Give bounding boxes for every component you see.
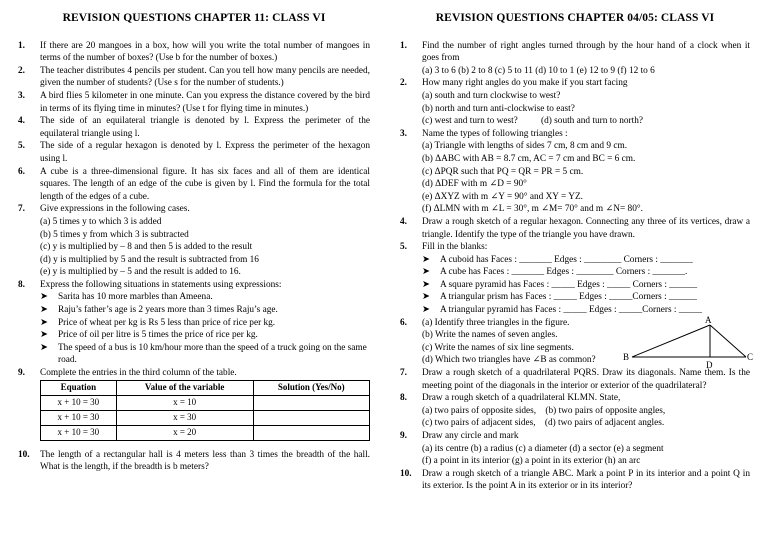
table-row — [41, 410, 370, 425]
left-question-6: 6. A cube is a three-dimensional figure. It has six faces and all of them are identical squares. The length of an edge of the cube is given by l. Find the formula for the total length of the edges of a cube. — [18, 166, 370, 202]
q8-bullet: ➤ The speed of a bus is 10 km/hour more than the speed of a truck going on the same road. — [40, 342, 367, 366]
left-question-5: 5. The side of a regular hexagon is denoted by l. Express the perimeter of the hexagon using l. — [18, 141, 370, 164]
right-question-4: 4. Draw a rough sketch of a regular hexagon. Connecting any three of its vertices, draw a triangle. Identify the type of the triangle you have drawn. — [400, 216, 750, 240]
table-cell: x + 10 = 30 — [41, 425, 117, 440]
q3-part: (a) Triangle with lengths of sides 7 cm, 8 cm and 9 cm. — [422, 141, 628, 152]
q3-part: (d) ΔDEF with m ∠D = 90° — [422, 179, 527, 190]
arrow-bullet-icon: ➤ — [40, 292, 48, 303]
arrow-bullet-icon: ➤ — [422, 305, 430, 316]
q8-bullet: ➤ Sarita has 10 more marbles than Ameena. — [40, 292, 213, 303]
equation-table — [40, 380, 370, 441]
right-question-6: 6. (a) Identify three triangles in the figure. — [400, 317, 570, 328]
table-cell — [253, 425, 369, 440]
right-question-9: 9. Draw any circle and mark — [400, 431, 519, 441]
arrow-bullet-icon: ➤ — [40, 342, 48, 353]
table-cell: x = 20 — [116, 425, 253, 440]
right-question-2: 2. How many right angles do you make if you start facing — [400, 78, 628, 89]
arrow-bullet-icon: ➤ — [422, 292, 430, 303]
q3-part: (b) ΔABC with AB = 8.7 cm, AC = 7 cm and BC = 6 cm. — [422, 153, 636, 164]
triangle-figure — [622, 315, 752, 373]
right-column — [400, 12, 754, 493]
right-question-8: 8. Draw a rough sketch of a quadrilateral KLMN. State, — [400, 393, 621, 404]
arrow-bullet-icon: ➤ — [40, 305, 48, 316]
arrow-bullet-icon: ➤ — [422, 254, 430, 265]
q8-bullet: ➤ Price of oil per litre is 5 times the price of rice per kg. — [40, 330, 258, 341]
q2-part: (b) north and turn anti-clockwise to east? — [422, 103, 575, 114]
table-cell: x = 30 — [116, 410, 253, 425]
q7-part-a: (a) 5 times y to which 3 is added — [40, 216, 162, 227]
q5-bullet: ➤ A triangular prism has Faces : _____ Edges : _____Corners : ______ — [422, 292, 697, 303]
table-cell: x = 10 — [116, 395, 253, 410]
q5-bullet: ➤ A square pyramid has Faces : _____ Edges : _____ Corners : ______ — [422, 279, 698, 290]
arrow-bullet-icon: ➤ — [422, 279, 430, 290]
left-question-1: 1. If there are 20 mangoes in a box, how will you write the total number of mangoes in terms of the number of boxes? (Use b for the number of boxes.) — [18, 40, 370, 64]
arrow-bullet-icon: ➤ — [422, 267, 430, 278]
q6-part: (d) Which two triangles have ∠B as common? — [422, 355, 596, 366]
q8-bullet: ➤ Price of wheat per kg is Rs 5 less than price of rice per kg. — [40, 317, 276, 328]
left-title: REVISION QUESTIONS CHAPTER 11: CLASS VI — [62, 12, 326, 24]
left-question-4: 4. The side of an equilateral triangle is denoted by l. Express the perimeter of the equilateral triangle using l. — [18, 116, 370, 139]
right-title: REVISION QUESTIONS CHAPTER 04/05: CLASS VI — [435, 12, 715, 24]
q7-part-c: (c) y is multiplied by – 8 and then 5 is added to the result — [40, 242, 253, 253]
table-cell — [253, 395, 369, 410]
left-question-3: 3. A bird flies 5 kilometer in one minute. Can you express the distance covered by the bird in terms of its flying time in minutes? (Use t for flying time in minutes.) — [18, 90, 370, 114]
label-b: B — [623, 351, 630, 362]
label-c: C — [747, 351, 754, 362]
left-question-10: 10. The length of a rectangular hall is 4 meters less than 3 times the breadth of the hall. What is the length, if the breadth is b meters? — [18, 449, 370, 473]
table-cell: x + 10 = 30 — [41, 395, 117, 410]
right-question-3: 3. Name the types of following triangles : — [400, 128, 568, 139]
q7-part-b: (b) 5 times y from which 3 is subtracted — [40, 229, 189, 240]
q3-part: (e) ΔXYZ with m ∠Y = 90° and XY = YZ. — [422, 191, 583, 202]
left-question-8: 8. Express the following situations in statements using expressions: — [18, 279, 282, 290]
q9-part: (f) a point in its interior (g) a point in its exterior (h) an arc — [422, 456, 641, 467]
label-d: D — [706, 359, 713, 370]
q2-part: (c) west and turn to west? (d) south and turn to north? — [422, 116, 644, 127]
q1-parts: (a) 3 to 6 (b) 2 to 8 (c) 5 to 11 (d) 10 to 1 (e) 12 to 9 (f) 12 to 6 — [422, 65, 655, 76]
left-question-9: 9. Complete the entries in the third column of the table. — [18, 368, 237, 379]
q6-part: (c) Write the names of six line segments. — [422, 342, 574, 353]
q9-part: (a) its centre (b) a radius (c) a diameter (d) a sector (e) a segment — [422, 443, 664, 454]
q3-part: (f) ΔLMN with m ∠L = 30°, m ∠M= 70° and m ∠N= 80°. — [422, 204, 643, 215]
question-6-block — [400, 314, 754, 370]
q7-part-d: (d) y is multiplied by 5 and the result is subtracted from 16 — [40, 254, 259, 265]
table-header: Equation — [41, 380, 117, 395]
left-question-7: 7. Give expressions in the following cases. — [18, 204, 190, 215]
q8-part: (c) two pairs of adjacent sides, (d) two pairs of adjacent angles. — [422, 418, 665, 429]
table-cell — [253, 410, 369, 425]
right-question-10: 10. Draw a rough sketch of a triangle ABC. Mark a point P in its interior and a point Q in its exterior. Is the point A in its exterior or in its interior? — [400, 468, 750, 492]
right-question-7: 7. Draw a rough sketch of a quadrilateral PQRS. Draw its diagonals. Name them. Is the meeting point of the diagonals in the interior or exterior of the quadrilateral? — [400, 368, 750, 391]
segment-ac — [710, 325, 746, 357]
table-header-row — [41, 380, 370, 395]
arrow-bullet-icon: ➤ — [40, 330, 48, 341]
segment-ab — [632, 325, 710, 357]
q8-part: (a) two pairs of opposite sides, (b) two pairs of opposite angles, — [422, 405, 666, 416]
q7-part-e: (e) y is multiplied by – 5 and the result is added to 16. — [40, 267, 241, 278]
table-header: Value of the variable — [116, 380, 253, 395]
q8-bullet: ➤ Raju’s father’s age is 2 years more than 3 times Raju’s age. — [40, 305, 278, 316]
q2-part: (a) south and turn clockwise to west? — [422, 90, 561, 101]
left-question-2: 2. The teacher distributes 4 pencils per student. Can you tell how many pencils are needed, given the number of students? (Use s for the number of students.) — [18, 65, 370, 89]
label-a: A — [705, 314, 712, 325]
table-cell: x + 10 = 30 — [41, 410, 117, 425]
left-column — [18, 12, 370, 474]
q5-bullet: ➤ A triangular pyramid has Faces : _____ Edges : _____Corners : _____ — [422, 305, 703, 316]
arrow-bullet-icon: ➤ — [40, 317, 48, 328]
q5-bullet: ➤ A cube has Faces : _______ Edges : ________ Corners : _______. — [422, 267, 688, 278]
table-header: Solution (Yes/No) — [253, 380, 369, 395]
table-row — [41, 395, 370, 410]
q3-part: (c) ΔPQR such that PQ = QR = PR = 5 cm. — [422, 166, 584, 177]
q6-part: (b) Write the names of seven angles. — [422, 330, 558, 341]
q5-bullet: ➤ A cuboid has Faces : _______ Edges : ________ Corners : _______ — [422, 254, 693, 265]
right-question-1: 1. Find the number of right angles turned through by the hour hand of a clock when it goes from — [400, 40, 750, 64]
right-question-5: 5. Fill in the blanks: — [400, 242, 488, 253]
table-row — [41, 425, 370, 440]
